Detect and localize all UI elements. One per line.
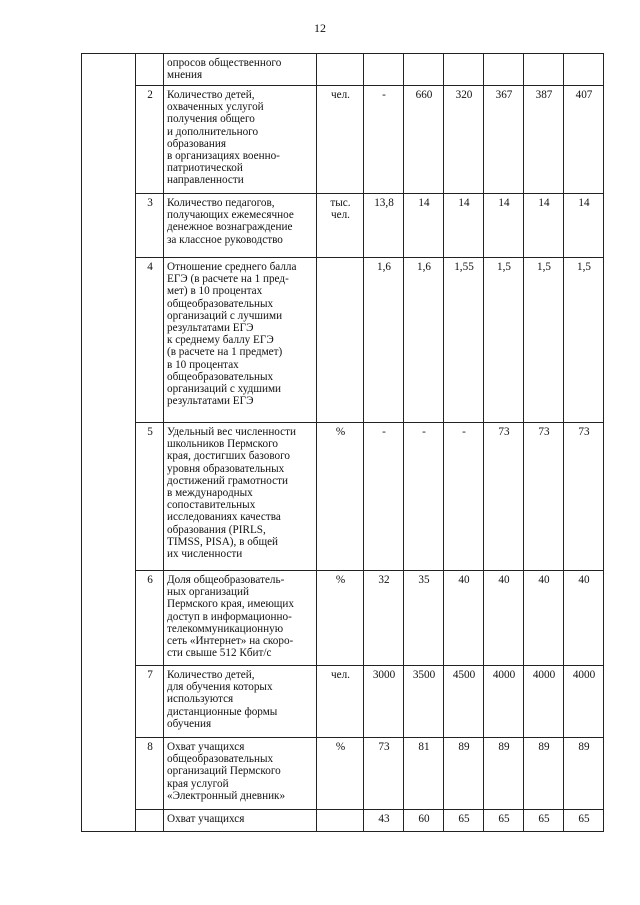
unit-cell: %: [317, 571, 364, 666]
value-cell: 4000: [524, 666, 564, 738]
value-cell: 387: [524, 86, 564, 194]
value-cell: 320: [444, 86, 484, 194]
value-cell: 65: [444, 810, 484, 832]
value-cell: 73: [564, 423, 604, 571]
value-cell: 1,5: [564, 258, 604, 423]
table-row: [82, 423, 604, 571]
value-cell: 32: [364, 571, 404, 666]
unit-cell: %: [317, 423, 364, 571]
value-cell: 14: [444, 194, 484, 258]
value-cell: 14: [524, 194, 564, 258]
value-cell: 81: [404, 738, 444, 810]
indicators-table: [81, 53, 604, 832]
row-number-cell: 2: [136, 86, 164, 194]
value-cell: [524, 54, 564, 86]
value-cell: 35: [404, 571, 444, 666]
unit-cell: чел.: [317, 666, 364, 738]
value-cell: 89: [444, 738, 484, 810]
value-cell: 367: [484, 86, 524, 194]
unit-cell: %: [317, 738, 364, 810]
value-cell: 660: [404, 86, 444, 194]
table-row: [82, 810, 604, 832]
indicator-name-cell: Удельный вес численности школьников Пермского края, достигших базового уровня образовательных достижений грамотности в международных сопоставительных исследованиях качества образования (PIRLS, TIMSS, PISA), в общей их численности: [164, 423, 317, 571]
value-cell: 14: [484, 194, 524, 258]
value-cell: 40: [444, 571, 484, 666]
table-row: [82, 54, 604, 86]
table-row: [82, 666, 604, 738]
unit-cell: чел.: [317, 86, 364, 194]
value-cell: 73: [484, 423, 524, 571]
row-number-cell: [136, 810, 164, 832]
value-cell: 4000: [564, 666, 604, 738]
indicator-name-cell: Количество педагогов, получающих ежемесячное денежное вознаграждение за классное руководство: [164, 194, 317, 258]
table-row: [82, 258, 604, 423]
value-cell: 65: [484, 810, 524, 832]
table-row: [82, 86, 604, 194]
value-cell: 3500: [404, 666, 444, 738]
value-cell: [364, 54, 404, 86]
row-number-cell: 8: [136, 738, 164, 810]
value-cell: 1,6: [364, 258, 404, 423]
row-number-cell: [136, 54, 164, 86]
indicator-name-cell: опросов общественного мнения: [164, 54, 317, 86]
value-cell: 14: [564, 194, 604, 258]
value-cell: [564, 54, 604, 86]
value-cell: 4000: [484, 666, 524, 738]
row-number-cell: 5: [136, 423, 164, 571]
value-cell: 40: [524, 571, 564, 666]
value-cell: 40: [484, 571, 524, 666]
table-row: [82, 738, 604, 810]
value-cell: -: [364, 86, 404, 194]
value-cell: 1,5: [524, 258, 564, 423]
value-cell: [484, 54, 524, 86]
value-cell: 13,8: [364, 194, 404, 258]
value-cell: [404, 54, 444, 86]
indicator-name-cell: Отношение среднего балла ЕГЭ (в расчете на 1 пред- мет) в 10 процентах общеобразовательных организаций с лучшими результатами ЕГЭ к среднему баллу ЕГЭ (в расчете на 1 предмет) в 10 процентах общеобразовательных организаций с худшими результатами ЕГЭ: [164, 258, 317, 423]
value-cell: 65: [524, 810, 564, 832]
value-cell: 60: [404, 810, 444, 832]
indicator-name-cell: Количество детей, охваченных услугой получения общего и дополнительного образования в организациях военно- патриотической направленности: [164, 86, 317, 194]
value-cell: 65: [564, 810, 604, 832]
value-cell: 89: [524, 738, 564, 810]
value-cell: 73: [364, 738, 404, 810]
value-cell: 1,55: [444, 258, 484, 423]
table-row: [82, 194, 604, 258]
value-cell: 407: [564, 86, 604, 194]
indicator-name-cell: Охват учащихся общеобразовательных организаций Пермского края услугой «Электронный дневник»: [164, 738, 317, 810]
value-cell: 14: [404, 194, 444, 258]
row-number-cell: 4: [136, 258, 164, 423]
value-cell: 1,6: [404, 258, 444, 423]
section-column-cell: [82, 54, 136, 832]
value-cell: 43: [364, 810, 404, 832]
row-number-cell: 6: [136, 571, 164, 666]
value-cell: 73: [524, 423, 564, 571]
indicator-name-cell: Количество детей, для обучения которых используются дистанционные формы обучения: [164, 666, 317, 738]
value-cell: [444, 54, 484, 86]
table-row: [82, 571, 604, 666]
row-number-cell: 7: [136, 666, 164, 738]
value-cell: 89: [564, 738, 604, 810]
value-cell: 3000: [364, 666, 404, 738]
value-cell: -: [444, 423, 484, 571]
value-cell: 89: [484, 738, 524, 810]
row-number-cell: 3: [136, 194, 164, 258]
value-cell: -: [364, 423, 404, 571]
indicator-name-cell: Охват учащихся: [164, 810, 317, 832]
value-cell: 40: [564, 571, 604, 666]
value-cell: 1,5: [484, 258, 524, 423]
page-number: 12: [314, 21, 326, 35]
unit-cell: [317, 54, 364, 86]
value-cell: -: [404, 423, 444, 571]
value-cell: 4500: [444, 666, 484, 738]
unit-cell: [317, 258, 364, 423]
unit-cell: [317, 810, 364, 832]
table-body: [82, 54, 604, 832]
indicator-name-cell: Доля общеобразователь- ных организаций Пермского края, имеющих доступ в информационно- телекоммуникационную сеть «Интернет» на скоро- сти свыше 512 Кбит/с: [164, 571, 317, 666]
unit-cell: тыс. чел.: [317, 194, 364, 258]
